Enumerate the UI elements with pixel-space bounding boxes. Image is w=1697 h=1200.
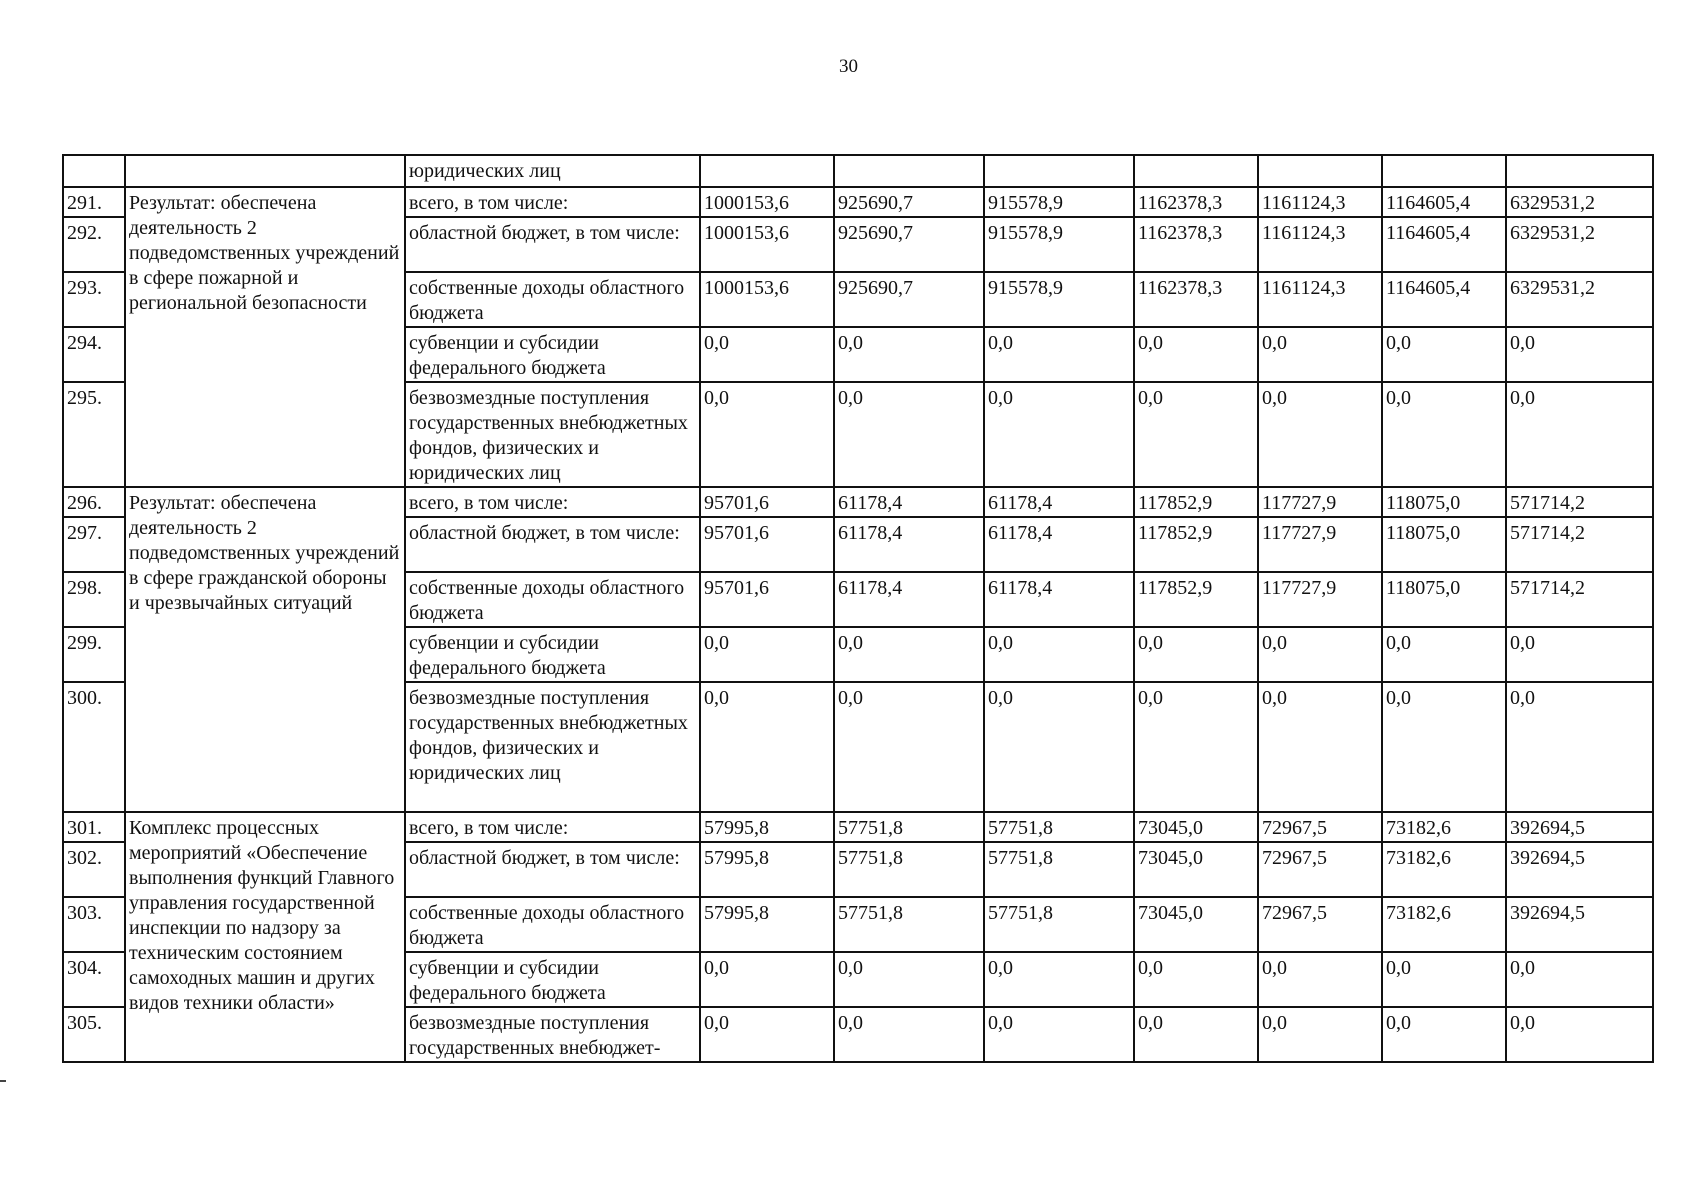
value-cell: 118075,0 — [1382, 487, 1506, 517]
value-cell: 1000153,6 — [700, 272, 834, 327]
value-cell: 72967,5 — [1258, 842, 1382, 897]
value-cell: 1164605,4 — [1382, 272, 1506, 327]
page-number: 30 — [839, 56, 858, 77]
value-cell: 925690,7 — [834, 272, 984, 327]
value-cell: 6329531,2 — [1506, 272, 1653, 327]
value-cell: 571714,2 — [1506, 487, 1653, 517]
value-cell: 0,0 — [1382, 382, 1506, 487]
table-row — [63, 187, 1653, 217]
value-cell: 95701,6 — [700, 572, 834, 627]
row-number-cell: 293. — [63, 272, 125, 327]
value-cell: 57751,8 — [984, 897, 1134, 952]
value-cell: 57751,8 — [834, 897, 984, 952]
table-row — [63, 487, 1653, 517]
value-cell: 0,0 — [1382, 627, 1506, 682]
row-number-cell — [63, 155, 125, 187]
value-cell: 0,0 — [984, 327, 1134, 382]
value-cell: 0,0 — [1258, 382, 1382, 487]
value-cell: 0,0 — [1506, 627, 1653, 682]
row-number-cell: 305. — [63, 1007, 125, 1062]
row-number-cell: 303. — [63, 897, 125, 952]
value-cell: 0,0 — [834, 682, 984, 812]
value-cell: 117852,9 — [1134, 517, 1258, 572]
row-number-cell: 304. — [63, 952, 125, 1007]
value-cell: 117727,9 — [1258, 517, 1382, 572]
funding-category-cell: субвенции и субсидии федерального бюджета — [405, 327, 700, 382]
value-cell: 57995,8 — [700, 897, 834, 952]
value-cell: 57751,8 — [834, 812, 984, 842]
value-cell: 1000153,6 — [700, 217, 834, 272]
row-number-cell: 296. — [63, 487, 125, 517]
value-cell: 1162378,3 — [1134, 187, 1258, 217]
value-cell: 925690,7 — [834, 187, 984, 217]
value-cell: 61178,4 — [984, 572, 1134, 627]
value-cell: 73045,0 — [1134, 842, 1258, 897]
description-cell: Комплекс процессных мероприятий «Обеспечение выполнения функций Главного управления государственной инспекции по надзору за техническим состоянием самоходных машин и других видов техники области» — [125, 812, 405, 1062]
value-cell: 117727,9 — [1258, 572, 1382, 627]
value-cell: 0,0 — [1258, 682, 1382, 812]
row-number-cell: 292. — [63, 217, 125, 272]
value-cell: 1162378,3 — [1134, 217, 1258, 272]
value-cell: 1000153,6 — [700, 187, 834, 217]
row-number-cell: 299. — [63, 627, 125, 682]
funding-category-cell: субвенции и субсидии федерального бюджета — [405, 952, 700, 1007]
value-cell: 73182,6 — [1382, 897, 1506, 952]
value-cell: 0,0 — [1134, 327, 1258, 382]
value-cell: 571714,2 — [1506, 572, 1653, 627]
value-cell: 0,0 — [1258, 952, 1382, 1007]
value-cell: 0,0 — [1506, 1007, 1653, 1062]
value-cell: 0,0 — [1506, 682, 1653, 812]
value-cell: 73045,0 — [1134, 812, 1258, 842]
value-cell: 61178,4 — [834, 572, 984, 627]
value-cell: 571714,2 — [1506, 517, 1653, 572]
value-cell: 61178,4 — [834, 487, 984, 517]
value-cell: 0,0 — [1382, 1007, 1506, 1062]
value-cell: 1161124,3 — [1258, 272, 1382, 327]
funding-category-cell: безвозмездные поступления государственных внебюджетных фондов, физических и юридических лиц — [405, 682, 700, 812]
table-row — [63, 155, 1653, 187]
funding-category-cell: собственные доходы областного бюджета — [405, 897, 700, 952]
value-cell: 392694,5 — [1506, 812, 1653, 842]
funding-category-cell: областной бюджет, в том числе: — [405, 842, 700, 897]
value-cell: 0,0 — [984, 952, 1134, 1007]
value-cell: 0,0 — [700, 682, 834, 812]
value-cell: 0,0 — [700, 627, 834, 682]
funding-category-cell: безвозмездные поступления государственных внебюджет- — [405, 1007, 700, 1062]
value-cell: 117727,9 — [1258, 487, 1382, 517]
value-cell: 57751,8 — [834, 842, 984, 897]
value-cell: 57995,8 — [700, 842, 834, 897]
value-cell: 95701,6 — [700, 517, 834, 572]
funding-category-cell: собственные доходы областного бюджета — [405, 272, 700, 327]
value-cell: 0,0 — [1134, 952, 1258, 1007]
value-cell: 1164605,4 — [1382, 217, 1506, 272]
value-cell: 915578,9 — [984, 187, 1134, 217]
value-cell: 0,0 — [1134, 1007, 1258, 1062]
value-cell: 72967,5 — [1258, 897, 1382, 952]
value-cell — [984, 155, 1134, 187]
funding-category-cell: юридических лиц — [405, 155, 700, 187]
table-row — [63, 812, 1653, 842]
value-cell: 0,0 — [1382, 327, 1506, 382]
value-cell: 0,0 — [1506, 327, 1653, 382]
funding-category-cell: всего, в том числе: — [405, 487, 700, 517]
value-cell: 0,0 — [700, 952, 834, 1007]
value-cell: 73045,0 — [1134, 897, 1258, 952]
value-cell — [700, 155, 834, 187]
value-cell: 61178,4 — [834, 517, 984, 572]
value-cell: 1162378,3 — [1134, 272, 1258, 327]
value-cell: 0,0 — [1506, 382, 1653, 487]
value-cell: 0,0 — [834, 627, 984, 682]
row-number-cell: 297. — [63, 517, 125, 572]
value-cell: 0,0 — [834, 382, 984, 487]
funding-category-cell: областной бюджет, в том числе: — [405, 217, 700, 272]
value-cell: 0,0 — [1382, 952, 1506, 1007]
value-cell: 0,0 — [834, 952, 984, 1007]
budget-table — [62, 154, 1654, 1063]
value-cell: 6329531,2 — [1506, 187, 1653, 217]
funding-category-cell: областной бюджет, в том числе: — [405, 517, 700, 572]
value-cell: 392694,5 — [1506, 897, 1653, 952]
row-number-cell: 301. — [63, 812, 125, 842]
value-cell: 0,0 — [700, 1007, 834, 1062]
value-cell: 72967,5 — [1258, 812, 1382, 842]
value-cell: 73182,6 — [1382, 812, 1506, 842]
description-cell: Результат: обеспечена деятельность 2 подведомственных учреждений в сфере гражданской обороны и чрезвычайных ситуаций — [125, 487, 405, 812]
funding-category-cell: субвенции и субсидии федерального бюджета — [405, 627, 700, 682]
row-number-cell: 302. — [63, 842, 125, 897]
value-cell: 0,0 — [984, 627, 1134, 682]
value-cell — [1258, 155, 1382, 187]
row-number-cell: 295. — [63, 382, 125, 487]
value-cell: 118075,0 — [1382, 572, 1506, 627]
value-cell — [834, 155, 984, 187]
value-cell: 0,0 — [1382, 682, 1506, 812]
funding-category-cell: собственные доходы областного бюджета — [405, 572, 700, 627]
funding-category-cell: всего, в том числе: — [405, 187, 700, 217]
table-body — [63, 155, 1653, 1062]
row-number-cell: 294. — [63, 327, 125, 382]
row-number-cell: 300. — [63, 682, 125, 812]
value-cell: 73182,6 — [1382, 842, 1506, 897]
value-cell: 0,0 — [1258, 1007, 1382, 1062]
value-cell: 57995,8 — [700, 812, 834, 842]
value-cell: 117852,9 — [1134, 572, 1258, 627]
value-cell: 915578,9 — [984, 272, 1134, 327]
value-cell: 6329531,2 — [1506, 217, 1653, 272]
value-cell: 0,0 — [834, 1007, 984, 1062]
value-cell: 0,0 — [1258, 627, 1382, 682]
value-cell: 0,0 — [700, 327, 834, 382]
funding-category-cell: безвозмездные поступления государственных внебюджетных фондов, физических и юридических лиц — [405, 382, 700, 487]
value-cell: 1161124,3 — [1258, 217, 1382, 272]
value-cell: 61178,4 — [984, 517, 1134, 572]
description-cell — [125, 155, 405, 187]
value-cell: 1164605,4 — [1382, 187, 1506, 217]
value-cell — [1134, 155, 1258, 187]
funding-category-cell: всего, в том числе: — [405, 812, 700, 842]
value-cell: 117852,9 — [1134, 487, 1258, 517]
value-cell: 95701,6 — [700, 487, 834, 517]
value-cell: 0,0 — [1134, 682, 1258, 812]
value-cell: 61178,4 — [984, 487, 1134, 517]
value-cell: 915578,9 — [984, 217, 1134, 272]
value-cell: 57751,8 — [984, 842, 1134, 897]
value-cell: 392694,5 — [1506, 842, 1653, 897]
value-cell: 0,0 — [984, 682, 1134, 812]
value-cell: 0,0 — [984, 1007, 1134, 1062]
value-cell — [1506, 155, 1653, 187]
value-cell: 0,0 — [1134, 627, 1258, 682]
value-cell: 0,0 — [1134, 382, 1258, 487]
value-cell: 57751,8 — [984, 812, 1134, 842]
row-number-cell: 298. — [63, 572, 125, 627]
value-cell: 0,0 — [834, 327, 984, 382]
value-cell: 0,0 — [984, 382, 1134, 487]
value-cell: 925690,7 — [834, 217, 984, 272]
margin-mark — [0, 1080, 6, 1082]
value-cell: 0,0 — [700, 382, 834, 487]
value-cell: 0,0 — [1258, 327, 1382, 382]
value-cell: 1161124,3 — [1258, 187, 1382, 217]
value-cell: 118075,0 — [1382, 517, 1506, 572]
description-cell: Результат: обеспечена деятельность 2 подведомственных учреждений в сфере пожарной и региональной безопасности — [125, 187, 405, 487]
value-cell — [1382, 155, 1506, 187]
row-number-cell: 291. — [63, 187, 125, 217]
value-cell: 0,0 — [1506, 952, 1653, 1007]
